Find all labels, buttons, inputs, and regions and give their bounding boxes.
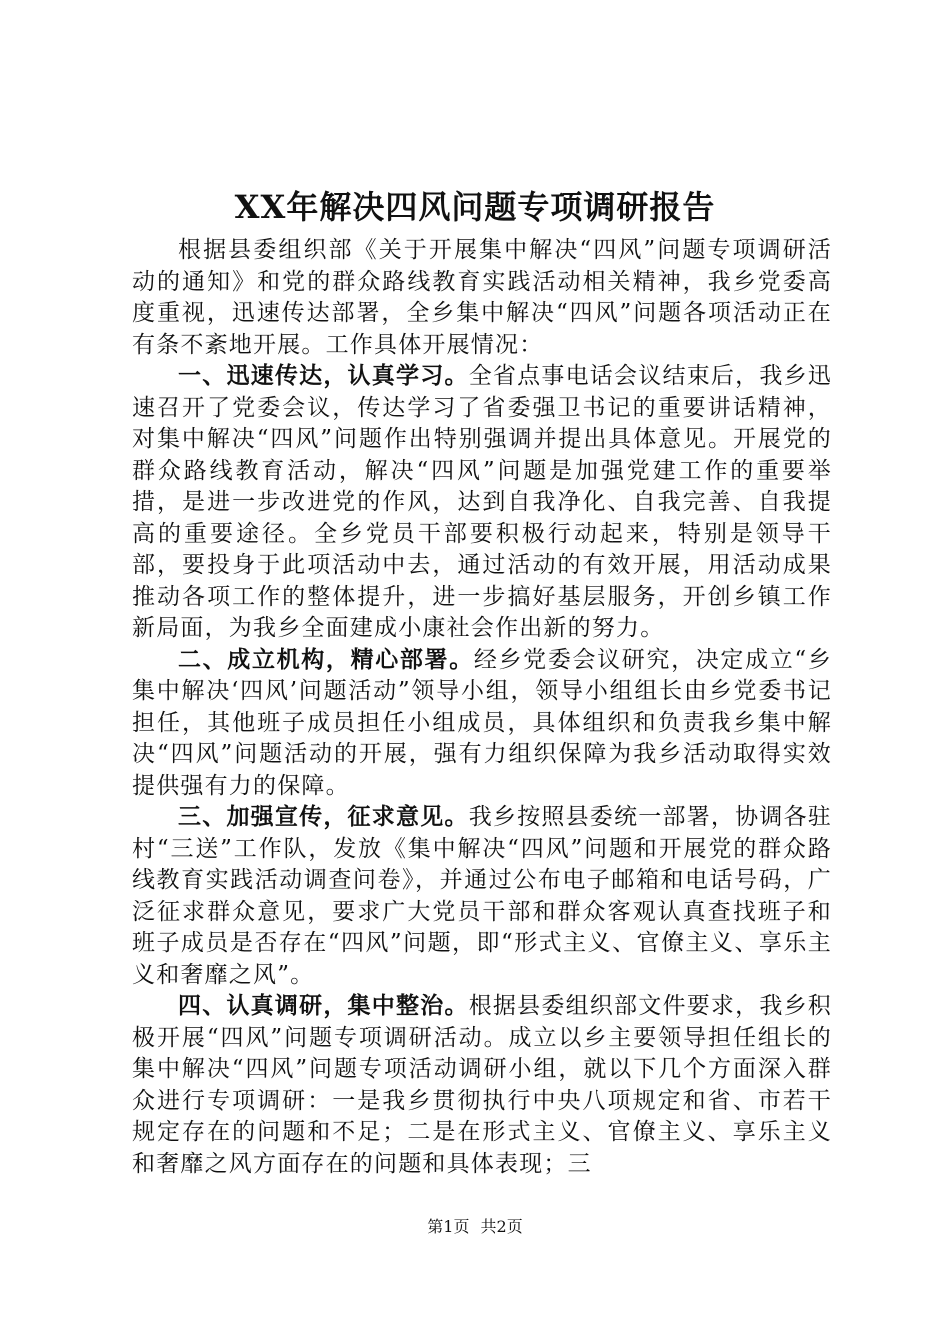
page-footer bbox=[0, 1216, 950, 1238]
intro-paragraph: 根据县委组织部《关于开展集中解决“四风”问题专项调研活动的通知》和党的群众路线教育实践活动相关精神，我乡党委高度重视，迅速传达部署，全乡集中解决“四风”问题各项活动正在有条不紊地开展。工作具体开展情况： bbox=[132, 237, 832, 358]
page-number-current: 第1页 bbox=[427, 1217, 470, 1236]
section-text-4: 根据县委组织部文件要求，我乡积极开展“四风”问题专项调研活动。成立以乡主要领导担任组长的集中解决“四风”问题专项活动调研小组，就以下几个方面深入群众进行专项调研：一是我乡贯彻执行中央八项规定和省、市若干规定存在的问题和不足；二是在形式主义、官僚主义、享乐主义和奢靡之风方面存在的问题和具体表现；三 bbox=[132, 993, 833, 1177]
document-title: XX年解决四风问题专项调研报告 bbox=[234, 188, 716, 226]
page-number-total: 共2页 bbox=[480, 1217, 523, 1236]
document-body bbox=[132, 235, 832, 1180]
section-paragraph-1 bbox=[132, 361, 832, 645]
section-heading-1: 一、迅速传达，认真学习。 bbox=[178, 363, 469, 389]
section-heading-2: 二、成立机构，精心部署。 bbox=[178, 646, 474, 673]
section-heading-4: 四、认真调研，集中整治。 bbox=[178, 993, 469, 1019]
section-paragraph-3 bbox=[132, 802, 832, 991]
section-paragraph-4 bbox=[132, 991, 832, 1180]
section-text-1: 全省点事电话会议结束后，我乡迅速召开了党委会议，传达学习了省委强卫书记的重要讲话精神，对集中解决“四风”问题作出特别强调并提出具体意见。开展党的群众路线教育活动，解决“四风”问题是加强党建工作的重要举措，是进一步改进党的作风，达到自我净化、自我完善、自我提高的重要途径。全乡党员干部要积极行动起来，特别是领导干部，要投身于此项活动中去，通过活动的有效开展，用活动成果推动各项工作的整体提升，进一步搞好基层服务，开创乡镇工作新局面，为我乡全面建成小康社会作出新的努力。 bbox=[132, 363, 833, 641]
section-text-3: 我乡按照县委统一部署，协调各驻村“三送”工作队，发放《集中解决“四风”问题和开展党的群众路线教育实践活动调查问卷》，并通过公布电子邮箱和电话号码，广泛征求群众意见，要求广大党员干部和群众客观认真查找班子和班子成员是否存在“四风”问题，即“形式主义、官僚主义、享乐主义和奢靡之风”。 bbox=[132, 804, 833, 988]
section-paragraph-2 bbox=[132, 645, 832, 803]
section-heading-3: 三、加强宣传，征求意见。 bbox=[178, 804, 469, 830]
section-text-2: 经乡党委会议研究，决定成立“乡集中解决‘四风’问题活动”领导小组，领导小组组长由乡党委书记担任，其他班子成员担任小组成员，具体组织和负责我乡集中解决“四风”问题活动的开展，强有力组织保障为我乡活动取得实效提供强有力的保障。 bbox=[132, 646, 832, 799]
